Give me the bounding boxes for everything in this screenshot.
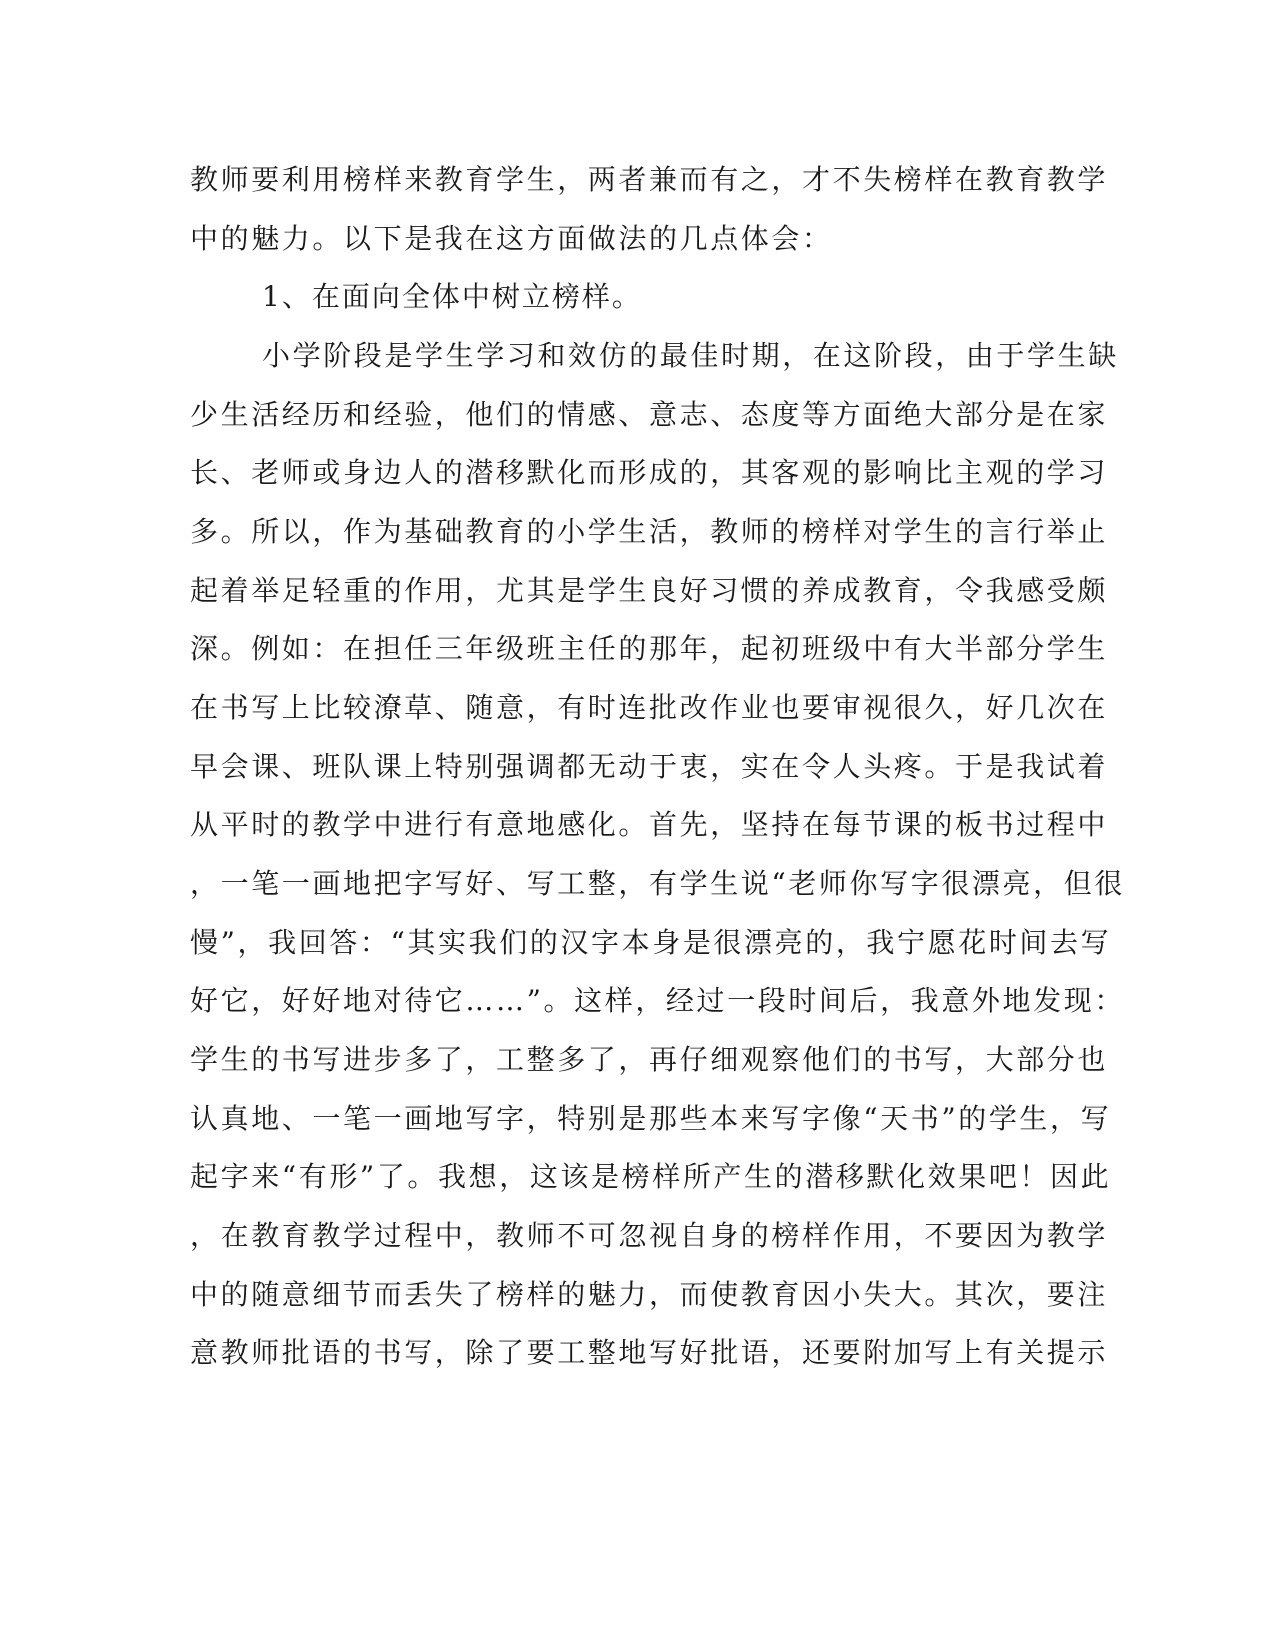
text-line: 少生活经历和经验，他们的情感、意志、态度等方面绝大部分是在家 — [190, 398, 1109, 431]
section-heading: 1、在面向全体中树立榜样。 — [262, 280, 642, 313]
text-line: 起字来“有形”了。我想，这该是榜样所产生的潜移默化效果吧！因此 — [190, 1160, 1112, 1193]
text-line: 意教师批语的书写，除了要工整地写好批语，还要附加写上有关提示 — [190, 1336, 1109, 1369]
text-line: 教师要利用榜样来教育学生，两者兼而有之，才不失榜样在教育教学 — [190, 163, 1109, 196]
text-line: 长、老师或身边人的潜移默化而形成的，其客观的影响比主观的学习 — [190, 456, 1109, 489]
text-line: 中的随意细节而丢失了榜样的魅力，而使教育因小失大。其次，要注 — [190, 1278, 1109, 1311]
text-line: ，一笔一画地把字写好、写工整，有学生说“老师你写字很漂亮，但很 — [190, 867, 1125, 900]
text-line: 中的魅力。以下是我在这方面做法的几点体会： — [190, 222, 833, 255]
text-line: ，在教育教学过程中，教师不可忽视自身的榜样作用，不要因为教学 — [190, 1219, 1109, 1252]
text-line: 慢”，我回答：“其实我们的汉字本身是很漂亮的，我宁愿花时间去写 — [190, 926, 1112, 959]
text-line: 学生的书写进步多了，工整多了，再仔细观察他们的书写，大部分也 — [190, 1043, 1109, 1076]
text-line: 认真地、一笔一画地写字，特别是那些本来写字像“天书”的学生，写 — [190, 1102, 1112, 1135]
text-line: 在书写上比较潦草、随意，有时连批改作业也要审视很久，好几次在 — [190, 691, 1109, 724]
text-line: 从平时的教学中进行有意地感化。首先，坚持在每节课的板书过程中 — [190, 808, 1109, 841]
paragraph-first-line: 小学阶段是学生学习和效仿的最佳时期，在这阶段，由于学生缺 — [262, 339, 1119, 372]
text-line: 起着举足轻重的作用，尤其是学生良好习惯的养成教育，令我感受颇 — [190, 574, 1109, 607]
text-line: 多。所以，作为基础教育的小学生活，教师的榜样对学生的言行举止 — [190, 515, 1109, 548]
text-line: 好它，好好地对待它……”。这样，经过一段时间后，我意外地发现： — [190, 984, 1125, 1017]
text-line: 早会课、班队课上特别强调都无动于衷，实在令人头疼。于是我试着 — [190, 750, 1109, 783]
text-line: 深。例如：在担任三年级班主任的那年，起初班级中有大半部分学生 — [190, 632, 1109, 665]
